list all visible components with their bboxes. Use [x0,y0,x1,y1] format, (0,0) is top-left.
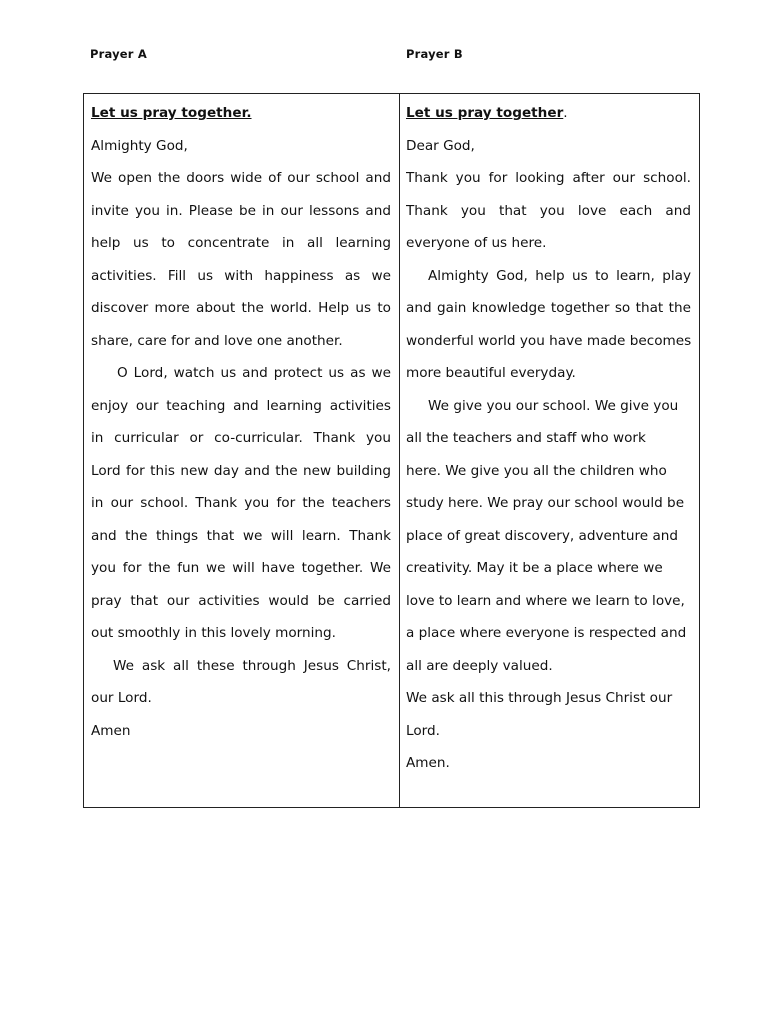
prayer-a-line: activities. Fill us with happiness as we [91,267,391,284]
prayer-table [83,93,700,808]
prayer-b-line: place of great discovery, adventure and [406,527,679,544]
prayer-b-title-suffix: . [563,105,568,121]
prayer-a-line: and the things that we will learn. Thank [91,527,391,544]
prayer-b-title: Let us pray together [406,105,564,121]
prayer-b-line: We ask all this through Jesus Christ our [406,690,673,706]
prayer-a-line: Almighty God, [91,137,188,154]
prayer-b-line: Dear God, [406,137,475,154]
prayer-a-line: Lord for this new day and the new building [91,462,391,479]
prayer-a-line: in curricular or co-curricular. Thank you [91,430,391,446]
prayer-a-column [84,94,400,807]
prayer-b-line: everyone of us here. [406,235,547,251]
prayer-b-line: Almighty God, help us to learn, play [428,267,691,284]
prayer-a-line: discover more about the world. Help us to [91,300,391,316]
prayer-a-line: invite you in. Please be in our lessons and [91,202,391,219]
prayer-b-line: a place where everyone is respected and [406,625,687,641]
prayer-b-line: more beautiful everyday. [406,365,576,381]
prayer-a-line: O Lord, watch us and protect us as we [117,365,391,381]
prayer-b-line: here. We give you all the children who [406,462,667,479]
prayer-b-line: study here. We pray our school would be [406,495,685,511]
prayer-b-line: love to learn and where we learn to love, [406,592,685,609]
prayer-a-line: our Lord. [91,690,152,706]
prayer-b-line: creativity. May it be a place where we [406,560,663,576]
prayer-a-title: Let us pray together. [91,105,252,121]
prayer-b-title-line [406,97,691,130]
prayer-a-line: Amen [91,722,131,739]
prayer-b-column [400,94,699,807]
prayer-b-line: We give you our school. We give you [428,397,679,414]
prayer-a-line: We open the doors wide of our school and [91,170,391,186]
prayer-b-line: Lord. [406,722,440,739]
prayer-b-heading: Prayer B [406,47,463,61]
prayer-b-line: Thank you for looking after our school. [406,170,691,186]
prayer-b-line: Amen. [406,755,450,771]
prayer-b-line: and gain knowledge together so that the [406,300,691,316]
prayer-a-line: pray that our activities would be carried [91,592,391,609]
prayer-a-line: share, care for and love one another. [91,332,343,349]
prayer-a-line: out smoothly in this lovely morning. [91,625,336,641]
prayer-a-line: We ask all these through Jesus Christ, [113,657,391,674]
prayer-b-line: wonderful world you have made becomes [406,332,691,349]
prayer-b-line: all are deeply valued. [406,657,553,674]
prayer-a-line: help us to concentrate in all learning [91,235,391,251]
prayer-b-line: Thank you that you love each and [406,202,691,219]
prayer-a-line: enjoy our teaching and learning activities [91,397,391,414]
prayer-a-heading: Prayer A [90,47,147,61]
prayer-a-line: in our school. Thank you for the teachers [91,495,391,511]
prayer-b-line: all the teachers and staff who work [406,430,646,446]
prayer-a-line: you for the fun we will have together. We [91,560,391,576]
